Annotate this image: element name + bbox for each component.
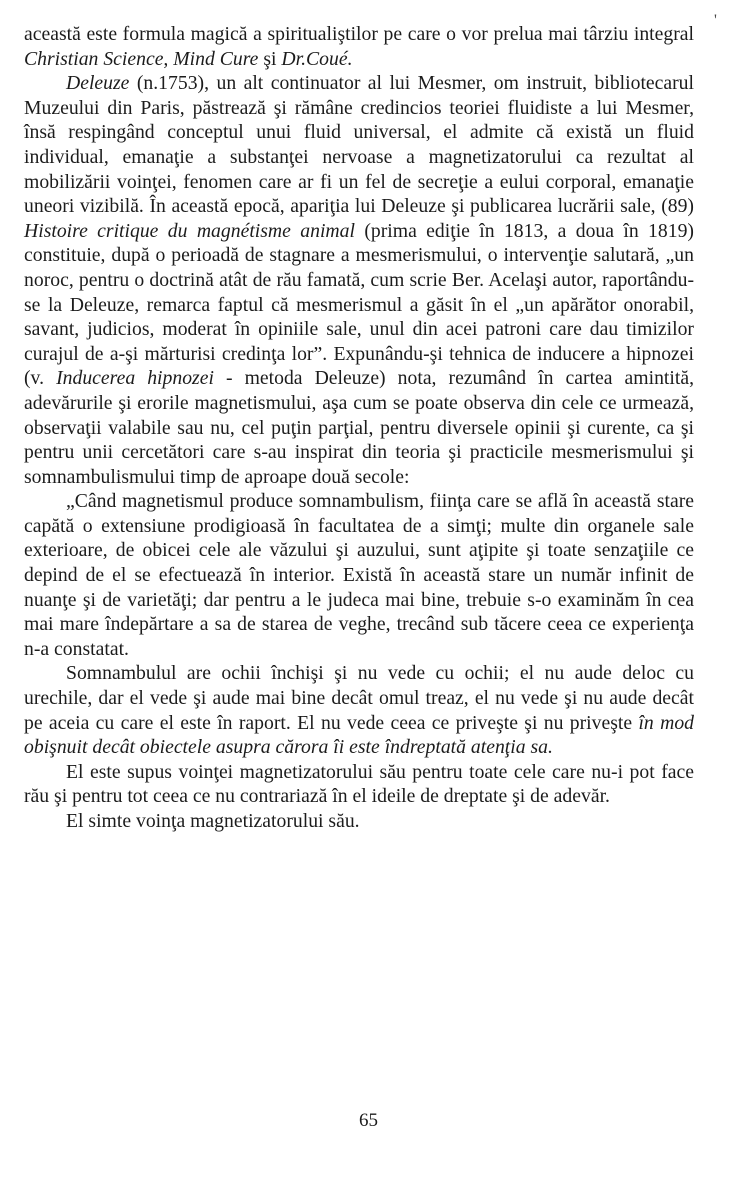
page-number: 65 [359, 1110, 378, 1131]
italic-text: Inducerea hipnozei [56, 367, 214, 390]
text-run: această este formula magică a spiritualiştilor pe care o vor prelua mai târziu integral [24, 23, 694, 45]
italic-text: Christian Science, Mind Cure [24, 47, 259, 70]
paragraph [24, 809, 694, 834]
italic-text: Dr.Coué. [281, 47, 353, 70]
paragraph [24, 661, 694, 759]
text-run: „Când magnetismul produce somnambulism, fiinţa care se află în această stare capătă o extensiune prodigioasă în facultatea de a simţi; multe din organele sale exterioare, de obicei cele ale văzului şi auzului, sunt aţipite şi toate senzaţiile ce depind de el se efectuează în interior. Există în această stare un număr infinit de nuanţe şi de varietăţi; dar pentru a le judeca mai bine, trebuie s-o examinăm în cea mai mare îndepărtare a sa de starea de veghe, trecând sub tăcere ceea ce experienţa n-a constatat. [24, 490, 694, 660]
paragraph [24, 22, 694, 71]
text-run: El este supus voinţei magnetizatorului său pentru toate cele care nu-i pot face rău şi pentru tot ceea ce nu contrariază în el ideile de dreptate şi de adevăr. [24, 760, 694, 808]
text-run: (n.1753), un alt continuator al lui Mesmer, om instruit, bibliotecarul Muzeului din Paris, păstrează şi rămâne credincios teoriei fluidiste a lui Mesmer, însă respingând conceptul unui fluid universal, el admite că există un fluid individual, emanaţie a substanţei nervoase a magnetizatorului ca rezultat al mobilizării voinţei, fenomen care ar fi un fel de secreţie a eului corporal, emanaţie uneori vizibilă. În această epocă, apariţia lui Deleuze şi publicarea lucrării sale, (89) [24, 72, 694, 218]
paragraph [24, 489, 694, 661]
paragraph [24, 71, 694, 489]
text-run: Somnambulul are ochii închişi şi nu vede cu ochii; el nu aude deloc cu urechile, dar el vede şi aude mai bine decât omul treaz, el nu vede şi nu aude decât pe aceia cu care el este în raport. El nu vede ceea ce priveşte şi nu priveşte [24, 662, 694, 734]
paragraph [24, 760, 694, 809]
corner-mark: ' [714, 12, 717, 29]
text-run: şi [258, 47, 282, 70]
body-text [24, 22, 694, 834]
text-run: - metoda Deleuze) nota, rezumând în cartea amintită, adevărurile şi erorile magnetismului, aşa cum se poate observa din cele ce urmează, observaţii valabile sau nu, cel puţin parţial, pentru diversele opinii şi curente, ca şi pentru unii cercetători care s-au inspirat din teoria şi practicile mesmerismului şi somnambulismului timp de aproape două secole: [24, 367, 694, 488]
italic-text: Histoire critique du magnétisme animal [24, 219, 355, 242]
text-run: (prima ediţie în 1813, a doua în 1819) constituie, după o perioadă de stagnare a mesmerismului, o intervenţie salutară, „un noroc, pentru o doctrină atât de rău famată, cum scrie Ber. Acelaşi autor, raportându-se la Deleuze, remarca faptul că mesmerismul a găsit în el „un apărător onorabil, savant, judicios, moderat în opiniile sale, unul din acei patroni care dau timizilor curajul de a-şi mărturisi credinţa lor”. Expunându-şi tehnica de inducere a hipnozei (v. [24, 219, 694, 390]
text-run: El simte voinţa magnetizatorului său. [66, 810, 360, 832]
italic-text: în mod obişnuit decât obiectele asupra cărora îi este îndreptată atenţia sa. [24, 711, 695, 759]
italic-text: Deleuze [66, 72, 130, 95]
